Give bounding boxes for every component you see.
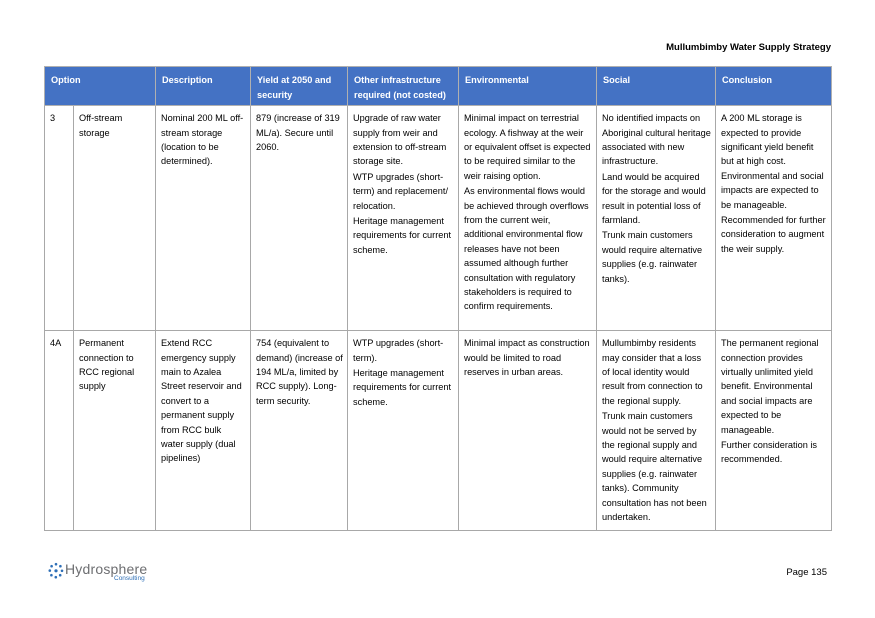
cell-paragraph: The permanent regional connection provides virtually unlimited yield benefit. Environmental and social impacts are expected to be manageable. — [721, 338, 819, 435]
cell-paragraph: Heritage management requirements for current scheme. — [353, 368, 452, 407]
column-header-social: Social — [597, 67, 716, 106]
column-header-conclusion: Conclusion — [716, 67, 832, 106]
cell-paragraph: Trunk main customers would require alternative supplies (e.g. rainwater tanks). — [602, 230, 703, 284]
column-header-environmental: Environmental — [459, 67, 597, 106]
option-name: Off-stream storage — [74, 106, 156, 331]
logo-subtext: Consulting — [114, 575, 145, 582]
cell-paragraph: A 200 ML storage is expected to provide significant yield benefit but at high cost. Environmental and social impacts are expected to be manageable. — [721, 113, 824, 210]
cell-paragraph: Upgrade of raw water supply from weir and extension to off-stream storage site. — [353, 113, 447, 167]
social-cell — [597, 106, 716, 331]
cell-paragraph: 879 (increase of 319 ML/a). Secure until 2060. — [256, 113, 340, 152]
conclusion-cell — [716, 331, 832, 531]
description-cell — [156, 106, 251, 331]
cell-paragraph: Extend RCC emergency supply main to Azalea Street reservoir and convert to a permanent supply from RCC bulk water supply (dual pipelines) — [161, 338, 242, 464]
cell-paragraph: Mullumbimby residents may consider that a loss of local identity would result from connection to the regional supply. — [602, 338, 703, 406]
column-header-infrastructure: Other infrastructure required (not costed) — [348, 67, 459, 106]
environmental-cell — [459, 331, 597, 531]
cell-paragraph: No identified impacts on Aboriginal cultural heritage associated with new infrastructure. — [602, 113, 711, 167]
cell-paragraph: Trunk main customers would not be served by the regional supply and would require alternative supplies (e.g. rainwater tanks). Community consultation has not been undertaken. — [602, 411, 707, 523]
options-table — [44, 66, 832, 531]
cell-paragraph: Heritage management requirements for current scheme. — [353, 216, 452, 255]
company-logo — [48, 562, 168, 584]
table-header-row — [45, 67, 832, 106]
yield-cell — [251, 106, 348, 331]
cell-paragraph: As environmental flows would be achieved through overflows from the current weir, additional environmental flow releases have not been assumed although further consultation with regulatory stakeholders is required to confirm requirements. — [464, 186, 589, 312]
cell-paragraph: Land would be acquired for the storage and would result in potential loss of farmland. — [602, 171, 706, 226]
cell-paragraph: Minimal impact as construction would be limited to road reserves in urban areas. — [464, 338, 590, 377]
cell-paragraph: Further consideration is recommended. — [721, 440, 818, 465]
table-row — [45, 331, 832, 531]
description-cell — [156, 331, 251, 531]
document-title: Mullumbimby Water Supply Strategy — [666, 42, 831, 53]
hydrosphere-swirl-icon — [48, 562, 64, 580]
cell-paragraph: WTP upgrades (short-term) and replacement/ relocation. — [353, 171, 448, 211]
table-row — [45, 106, 832, 331]
cell-paragraph: Recommended for further consideration to augment the weir supply. — [721, 215, 826, 254]
infrastructure-cell — [348, 106, 459, 331]
cell-paragraph: Nominal 200 ML off-stream storage (location to be determined). — [161, 113, 244, 167]
social-cell — [597, 331, 716, 531]
column-header-option: Option — [45, 67, 156, 106]
column-header-yield: Yield at 2050 and security — [251, 67, 348, 106]
option-number: 4A — [45, 331, 74, 531]
conclusion-cell — [716, 106, 832, 331]
yield-cell — [251, 331, 348, 531]
column-header-description: Description — [156, 67, 251, 106]
environmental-cell — [459, 106, 597, 331]
option-number: 3 — [45, 106, 74, 331]
cell-paragraph: WTP upgrades (short-term). — [353, 338, 444, 363]
cell-paragraph: Minimal impact on terrestrial ecology. A fishway at the weir or equivalent offset is expected to be required similar to the weir raising option. — [464, 113, 591, 181]
logo-wordmark: Hydrosphere — [65, 561, 148, 577]
cell-paragraph: 754 (equivalent to demand) (increase of 194 ML/a, limited by RCC supply). Long-term security. — [256, 338, 343, 406]
infrastructure-cell — [348, 331, 459, 531]
option-name: Permanent connection to RCC regional supply — [74, 331, 156, 531]
page-number: Page 135 — [786, 567, 827, 578]
